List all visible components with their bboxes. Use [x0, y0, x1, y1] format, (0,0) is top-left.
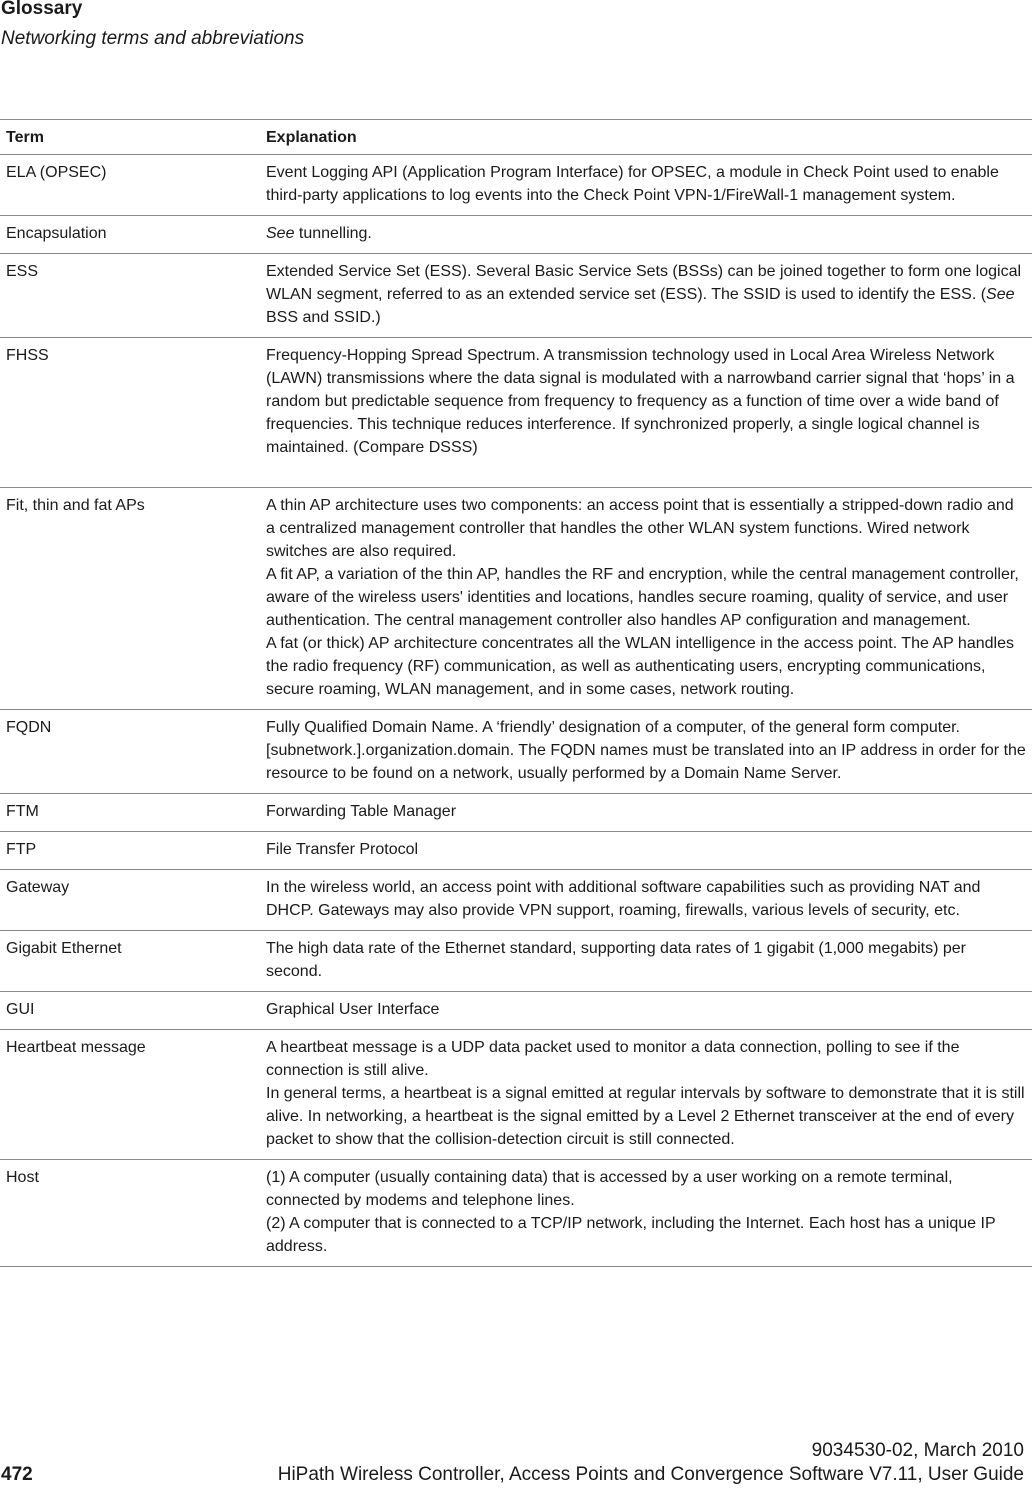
term-cell: GUI: [0, 992, 260, 1030]
explanation-text: Fully Qualified Domain Name. A ‘friendly’ designation of a computer, of the general form computer.[subnetwork.].organization.domain. The FQDN names must be translated into an IP address in order for the resource to be found on a network, usually performed by a Domain Name Server.: [266, 719, 1026, 782]
explanation-text: The high data rate of the Ethernet standard, supporting data rates of 1 gigabit (1,000 megabits) per second.: [266, 940, 966, 980]
see-reference: See: [986, 286, 1015, 303]
document-title: HiPath Wireless Controller, Access Points and Convergence Software V7.11, User Guide: [277, 1464, 1024, 1485]
term-cell: FTP: [0, 832, 260, 870]
column-header-explanation: Explanation: [260, 120, 1032, 155]
table-row: [0, 870, 1032, 931]
explanation-cell: [260, 794, 1032, 832]
explanation-text: Graphical User Interface: [266, 1001, 440, 1018]
table-row: [0, 832, 1032, 870]
table-row: [0, 1160, 1032, 1267]
page-subtitle: Networking terms and abbreviations: [1, 28, 305, 49]
explanation-cell: [260, 1160, 1032, 1267]
explanation-cell: [260, 710, 1032, 794]
explanation-text: BSS and SSID.): [266, 309, 381, 326]
term-cell: ELA (OPSEC): [0, 155, 260, 216]
term-cell: ESS: [0, 254, 260, 338]
table-row: [0, 794, 1032, 832]
explanation-text: Event Logging API (Application Program Interface) for OPSEC, a module in Check Point used to enable third-party applications to log events into the Check Point VPN-1/FireWall-1 management system.: [266, 164, 999, 204]
explanation-cell: [260, 992, 1032, 1030]
explanation-text: File Transfer Protocol: [266, 841, 419, 858]
table-row: [0, 338, 1032, 488]
explanation-cell: [260, 832, 1032, 870]
explanation-cell: [260, 1030, 1032, 1160]
page-number: 472: [1, 1464, 33, 1485]
table-row: [0, 992, 1032, 1030]
table-row: [0, 488, 1032, 710]
explanation-paragraph: A fat (or thick) AP architecture concentrates all the WLAN intelligence in the access point. The AP handles the radio frequency (RF) communication, as well as authenticating users, encrypting communications, secure roaming, WLAN management, and in some cases, network routing.: [266, 635, 1014, 698]
explanation-paragraph: (2) A computer that is connected to a TCP/IP network, including the Internet. Each host has a unique IP address.: [266, 1215, 996, 1255]
term-cell: Gigabit Ethernet: [0, 931, 260, 992]
table-row: [0, 155, 1032, 216]
explanation-text: In the wireless world, an access point with additional software capabilities such as providing NAT and DHCP. Gateways may also provide VPN support, roaming, firewalls, various levels of security, etc.: [266, 879, 981, 919]
explanation-paragraph: A thin AP architecture uses two components: an access point that is essentially a stripped-down radio and a centralized management controller that handles the other WLAN system functions. Wired network switches are also required.: [266, 497, 1014, 560]
document-code: 9034530-02, March 2010: [811, 1440, 1024, 1461]
table-row: [0, 216, 1032, 254]
table-row: [0, 931, 1032, 992]
explanation-cell: [260, 155, 1032, 216]
explanation-paragraph: A heartbeat message is a UDP data packet used to monitor a data connection, polling to see if the connection is still alive.: [266, 1039, 960, 1079]
page-title: Glossary: [1, 0, 83, 19]
explanation-text: tunnelling.: [294, 225, 372, 242]
explanation-paragraph: A fit AP, a variation of the thin AP, handles the RF and encryption, while the central management controller, aware of the wireless users' identities and locations, handles secure roaming, quality of service, and user authentication. The central management controller also handles AP configuration and management.: [266, 566, 1019, 629]
term-cell: FHSS: [0, 338, 260, 488]
term-cell: Encapsulation: [0, 216, 260, 254]
table-row: [0, 710, 1032, 794]
explanation-cell: [260, 488, 1032, 710]
term-cell: FTM: [0, 794, 260, 832]
table-row: [0, 254, 1032, 338]
table-header-row: [0, 120, 1032, 155]
explanation-cell: [260, 870, 1032, 931]
explanation-text: Extended Service Set (ESS). Several Basic Service Sets (BSSs) can be joined together to form one logical WLAN segment, referred to as an extended service set (ESS). The SSID is used to identify the ESS. (: [266, 263, 1022, 303]
term-cell: Fit, thin and fat APs: [0, 488, 260, 710]
term-cell: FQDN: [0, 710, 260, 794]
column-header-term: Term: [0, 120, 260, 155]
table-row: [0, 1030, 1032, 1160]
term-cell: Host: [0, 1160, 260, 1267]
explanation-text: Forwarding Table Manager: [266, 803, 457, 820]
explanation-cell: [260, 931, 1032, 992]
glossary-table: [0, 119, 1032, 1267]
explanation-paragraph: In general terms, a heartbeat is a signal emitted at regular intervals by software to demonstrate that it is still alive. In networking, a heartbeat is the signal emitted by a Level 2 Ethernet transceiver at the end of every packet to show that the collision-detection circuit is still connected.: [266, 1085, 1025, 1148]
explanation-paragraph: (1) A computer (usually containing data) that is accessed by a user working on a remote terminal, connected by modems and telephone lines.: [266, 1169, 953, 1209]
term-cell: Gateway: [0, 870, 260, 931]
explanation-text: Frequency-Hopping Spread Spectrum. A transmission technology used in Local Area Wireless Network (LAWN) transmissions where the data signal is modulated with a narrowband carrier signal that ‘hops’ in a random but predictable sequence from frequency to frequency as a function of time over a wide band of frequencies. This technique reduces interference. If synchronized properly, a single logical channel is maintained. (Compare DSSS): [266, 347, 1015, 456]
see-reference: See: [266, 225, 295, 242]
explanation-cell: [260, 216, 1032, 254]
explanation-cell: [260, 338, 1032, 488]
explanation-cell: [260, 254, 1032, 338]
term-cell: Heartbeat message: [0, 1030, 260, 1160]
